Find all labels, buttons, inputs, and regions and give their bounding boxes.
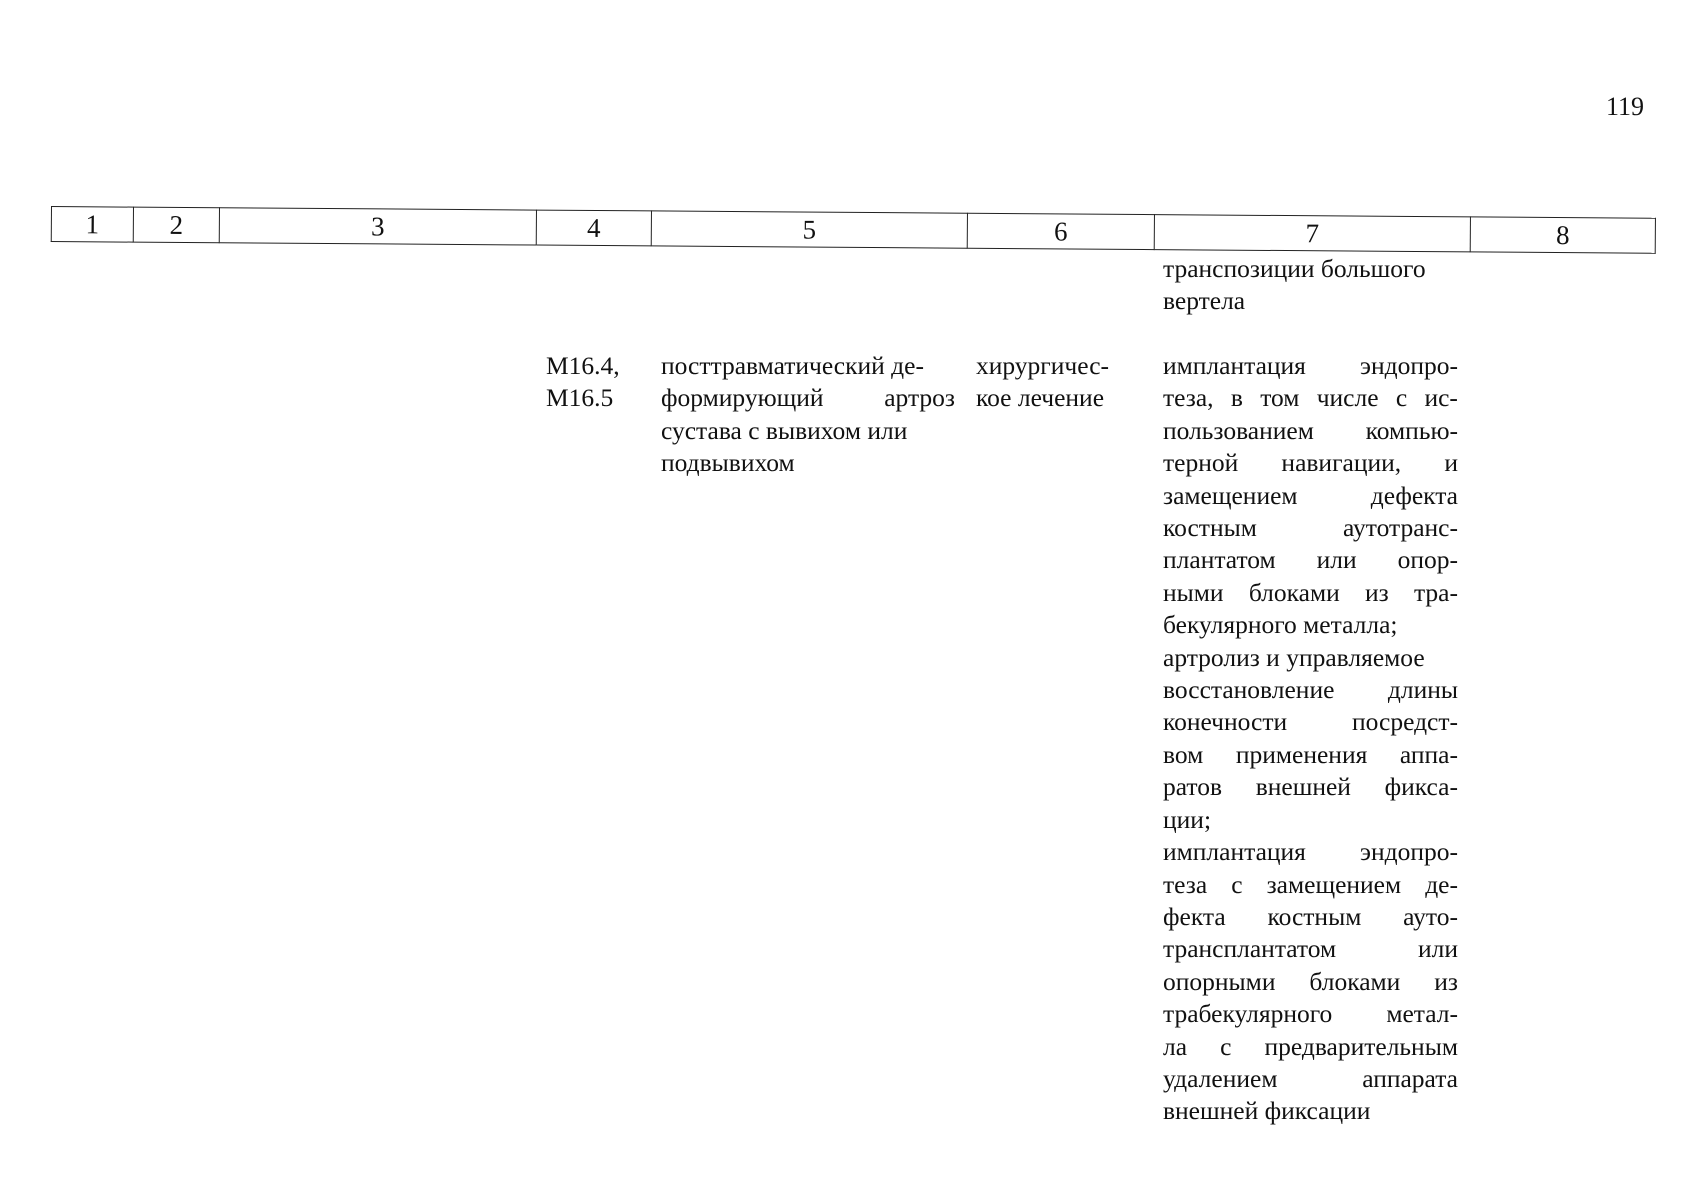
text-line (1163, 998, 1458, 1030)
text-line (1163, 609, 1458, 641)
word: опор- (1397, 545, 1458, 575)
text-line (661, 415, 955, 447)
word: подвывихом (661, 448, 795, 478)
word: с (1395, 383, 1408, 413)
word: бекулярного металла; (1163, 610, 1398, 640)
word: ис- (1424, 383, 1458, 413)
word: фикса- (1384, 772, 1458, 802)
word: восстановление (1163, 675, 1335, 705)
word: ауто- (1403, 901, 1458, 931)
text-line (1163, 869, 1458, 901)
word: в (1230, 383, 1243, 413)
word: замещением (1266, 869, 1402, 899)
word: плантатом (1163, 545, 1276, 575)
word: эндопро- (1360, 837, 1458, 867)
word: тра- (1413, 577, 1458, 607)
word: аппарата (1362, 1063, 1458, 1093)
word: или (1316, 545, 1357, 575)
word: навигации, (1281, 448, 1402, 478)
column-number-header (51, 206, 1656, 254)
word: аппа- (1399, 739, 1458, 769)
word: том (1260, 383, 1300, 413)
text-line (1163, 577, 1458, 609)
word: длины (1387, 675, 1458, 705)
column-header-5: 5 (651, 211, 967, 248)
word: числе (1316, 383, 1379, 413)
text-line (1163, 901, 1458, 933)
text-line (1163, 480, 1458, 512)
text-line (1163, 1095, 1458, 1127)
column-header-8: 8 (1470, 217, 1655, 253)
word: ции; (1163, 804, 1212, 834)
code-line: М16.4, (546, 351, 620, 380)
text-line (1163, 836, 1458, 868)
diagnosis-text (661, 350, 955, 480)
text-line (1163, 966, 1458, 998)
word: применения (1235, 739, 1368, 769)
text-line (1163, 771, 1458, 803)
text-line (1163, 642, 1458, 674)
word: ла (1163, 1031, 1188, 1061)
text-line (1163, 1031, 1458, 1063)
text-line (661, 382, 955, 414)
text-line (1163, 706, 1458, 738)
text-line: хирургичес- (976, 351, 1110, 380)
text-line (1163, 512, 1458, 544)
column-header-1: 1 (51, 207, 133, 243)
word: пользованием (1163, 415, 1314, 445)
word: внешней (1255, 772, 1351, 802)
word: блоками (1248, 577, 1340, 607)
word: с (1220, 1031, 1232, 1061)
word: замещением (1163, 480, 1298, 510)
word: конечности (1163, 707, 1288, 737)
word: сустава с вывихом или (661, 415, 908, 445)
word: удалением (1163, 1063, 1278, 1093)
word: предварительным (1264, 1031, 1458, 1061)
word: вом (1163, 739, 1204, 769)
text-line: транспозиции большого (1163, 254, 1426, 283)
word: опорными (1163, 966, 1276, 996)
word: посредст- (1351, 707, 1458, 737)
word: теза, (1163, 383, 1214, 413)
word: с (1231, 869, 1243, 899)
text-line (1163, 382, 1458, 414)
word: посттравматический де- (661, 351, 924, 380)
word: внешней фиксации (1163, 1096, 1371, 1126)
text-line: кое лечение (976, 383, 1105, 413)
word: из (1364, 577, 1389, 607)
column-header-3: 3 (219, 208, 536, 245)
word: блоками (1309, 966, 1401, 996)
word: артроз (884, 383, 955, 413)
text-line (1163, 739, 1458, 771)
word: де- (1425, 869, 1458, 899)
word: имплантация (1163, 837, 1306, 867)
text-line (1163, 447, 1458, 479)
word: из (1434, 966, 1458, 996)
word: эндопро- (1360, 351, 1458, 380)
treatment-type (976, 350, 1128, 415)
text-line (1163, 415, 1458, 447)
text-line: вертела (1163, 286, 1246, 316)
word: костным (1163, 513, 1257, 543)
column-header-7: 7 (1154, 215, 1470, 252)
word: теза (1163, 869, 1208, 899)
code-line: М16.5 (546, 383, 614, 413)
word: дефекта (1370, 480, 1458, 510)
word: ратов (1163, 772, 1223, 802)
column-header-6: 6 (967, 213, 1154, 249)
continuation-method-text (1163, 253, 1458, 318)
treatment-method-text (1163, 350, 1458, 1128)
word: терной (1163, 448, 1239, 478)
text-line (1163, 350, 1458, 382)
word: или (1417, 934, 1458, 964)
text-line (1163, 674, 1458, 706)
word: трансплантатом (1163, 934, 1337, 964)
word: трабекулярного (1163, 999, 1333, 1029)
word: аутотранс- (1343, 513, 1458, 543)
column-header-4: 4 (536, 210, 651, 246)
text-line (1163, 544, 1458, 576)
text-line (1163, 804, 1458, 836)
word: формирующий (661, 383, 824, 413)
text-line (661, 350, 955, 382)
text-line (661, 447, 955, 479)
column-header-2: 2 (133, 207, 219, 243)
text-line (1163, 1063, 1458, 1095)
diagnosis-codes (546, 350, 630, 415)
word: имплантация (1163, 351, 1306, 380)
word: костным (1267, 901, 1362, 931)
word: компью- (1365, 415, 1458, 445)
word: метал- (1386, 999, 1458, 1029)
text-line (1163, 933, 1458, 965)
page-number: 119 (1606, 92, 1645, 121)
word: фекта (1163, 901, 1226, 931)
word: ными (1163, 577, 1224, 607)
word: и (1444, 448, 1458, 478)
word: артролиз и управляемое (1163, 642, 1425, 672)
